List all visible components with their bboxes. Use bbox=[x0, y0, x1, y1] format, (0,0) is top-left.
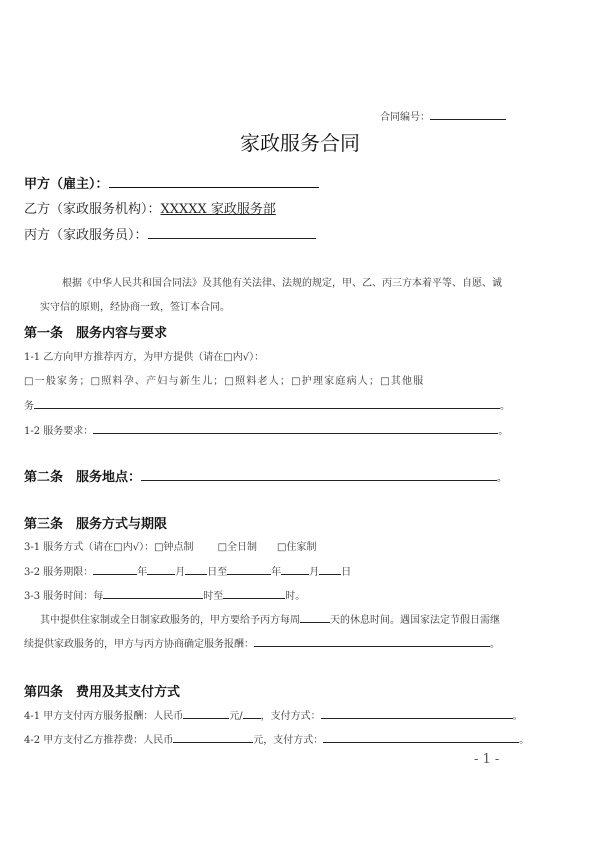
clause-4-1-label: 4-1 甲方支付丙方服务报酬：人民币 bbox=[24, 711, 184, 722]
service-requirement-blank[interactable] bbox=[93, 421, 498, 434]
payment-method-blank-2[interactable] bbox=[323, 730, 519, 743]
option-full-day[interactable]: □全日制 bbox=[217, 542, 258, 553]
period: 。 bbox=[519, 735, 530, 746]
contract-number-label: 合同编号： bbox=[380, 112, 430, 123]
option-hourly[interactable]: □钟点制 bbox=[154, 542, 194, 553]
yuan-per-label: 元/ bbox=[229, 711, 243, 722]
preamble-line-2: 实守信的原则，经协商一致，签订本合同。 bbox=[40, 302, 230, 313]
option-live-in[interactable]: □住家制 bbox=[277, 542, 317, 553]
end-time-blank[interactable] bbox=[223, 586, 285, 599]
document-title: 家政服务合同 bbox=[240, 131, 360, 155]
party-c-line bbox=[24, 224, 316, 243]
rest-note-line-1 bbox=[40, 610, 500, 626]
party-c-blank[interactable] bbox=[148, 226, 316, 239]
rest-note-part-b: 天的休息时间。遇国家法定节假日需继 bbox=[330, 615, 500, 626]
service-options-tail: 务 bbox=[24, 401, 34, 412]
rest-note-part-c: 续提供家政服务的，甲方与丙方协商确定服务报酬： bbox=[24, 639, 254, 650]
party-b-label: 乙方（家政服务机构）： bbox=[24, 202, 161, 217]
contract-number-blank[interactable] bbox=[430, 107, 506, 120]
clause-1-1: 1-1 乙方向甲方推荐丙方，为甲方提供（请在□内√）： bbox=[24, 352, 265, 363]
referral-fee-blank[interactable] bbox=[173, 730, 253, 743]
clause-3-1 bbox=[24, 538, 316, 553]
article-1-heading: 第一条 服务内容与要求 bbox=[24, 326, 168, 341]
clause-3-3 bbox=[24, 586, 305, 602]
service-options-tail-line bbox=[24, 396, 510, 412]
year-label: 年 bbox=[271, 567, 282, 578]
end-year-blank[interactable] bbox=[227, 562, 271, 575]
party-a-label: 甲方（雇主）： bbox=[24, 177, 109, 192]
payment-method-blank-1[interactable] bbox=[321, 706, 513, 719]
to-day-label: 日至 bbox=[207, 567, 228, 578]
start-year-blank[interactable] bbox=[93, 562, 137, 575]
end-month-blank[interactable] bbox=[281, 562, 309, 575]
party-b-name: XXXXX 家政服务部 bbox=[160, 202, 276, 217]
payment-method-label: ，支付方式： bbox=[260, 711, 321, 722]
rest-note-line-2 bbox=[24, 634, 500, 650]
holiday-pay-blank[interactable] bbox=[254, 634, 490, 647]
to-hour-label: 时至 bbox=[203, 591, 224, 602]
page-number: - 1 - bbox=[474, 752, 500, 767]
rest-days-blank[interactable] bbox=[300, 610, 330, 623]
service-location-blank[interactable] bbox=[141, 468, 497, 481]
month-label: 月 bbox=[175, 567, 186, 578]
period: 。 bbox=[497, 473, 508, 484]
end-day-blank[interactable] bbox=[319, 562, 341, 575]
clause-3-2 bbox=[24, 562, 351, 578]
yuan-payment-label: 元，支付方式： bbox=[253, 735, 324, 746]
service-fee-blank[interactable] bbox=[183, 706, 229, 719]
start-month-blank[interactable] bbox=[147, 562, 175, 575]
period: 。 bbox=[490, 639, 500, 650]
clause-4-2-label: 4-2 甲方支付乙方推荐费：人民币 bbox=[24, 735, 174, 746]
hour-label: 时。 bbox=[285, 591, 306, 602]
clause-3-2-label: 3-2 服务期限： bbox=[24, 567, 94, 578]
period: 。 bbox=[512, 711, 523, 722]
article-3-heading: 第三条 服务方式与期限 bbox=[24, 517, 168, 532]
clause-3-1-label: 3-1 服务方式（请在□内√）： bbox=[24, 542, 155, 553]
party-a-blank[interactable] bbox=[109, 175, 319, 188]
article-2-line bbox=[24, 466, 507, 485]
clause-3-3-label: 3-3 服务时间：每 bbox=[24, 591, 104, 602]
article-4-heading: 第四条 费用及其支付方式 bbox=[24, 685, 181, 700]
party-c-label: 丙方（家政服务员）： bbox=[24, 228, 148, 243]
clause-1-2 bbox=[24, 421, 508, 437]
start-time-blank[interactable] bbox=[103, 586, 203, 599]
party-b-line bbox=[24, 198, 276, 217]
month-label: 月 bbox=[309, 567, 320, 578]
article-2-heading: 第二条 服务地点： bbox=[24, 470, 142, 485]
period: 。 bbox=[500, 401, 510, 412]
day-label: 日 bbox=[341, 567, 352, 578]
service-options: □一般家务；□照料孕、产妇与新生儿；□照料老人；□护理家庭病人；□其他服 bbox=[24, 376, 425, 387]
fee-unit-blank[interactable] bbox=[243, 706, 261, 719]
other-service-blank[interactable] bbox=[34, 396, 500, 409]
year-label: 年 bbox=[137, 567, 148, 578]
party-a-line bbox=[24, 173, 319, 192]
contract-number bbox=[380, 107, 506, 123]
clause-1-2-label: 1-2 服务要求： bbox=[24, 426, 94, 437]
rest-note-part-a: 其中提供住家制或全日制家政服务的，甲方要给予丙方每周 bbox=[40, 615, 300, 626]
clause-4-1 bbox=[24, 706, 523, 722]
preamble-line-1: 根据《中华人民共和国合同法》及其他有关法律、法规的规定，甲、乙、丙三方本着平等、自愿、诚 bbox=[62, 278, 502, 289]
period: 。 bbox=[498, 426, 509, 437]
clause-4-2 bbox=[24, 730, 529, 746]
start-day-blank[interactable] bbox=[185, 562, 207, 575]
